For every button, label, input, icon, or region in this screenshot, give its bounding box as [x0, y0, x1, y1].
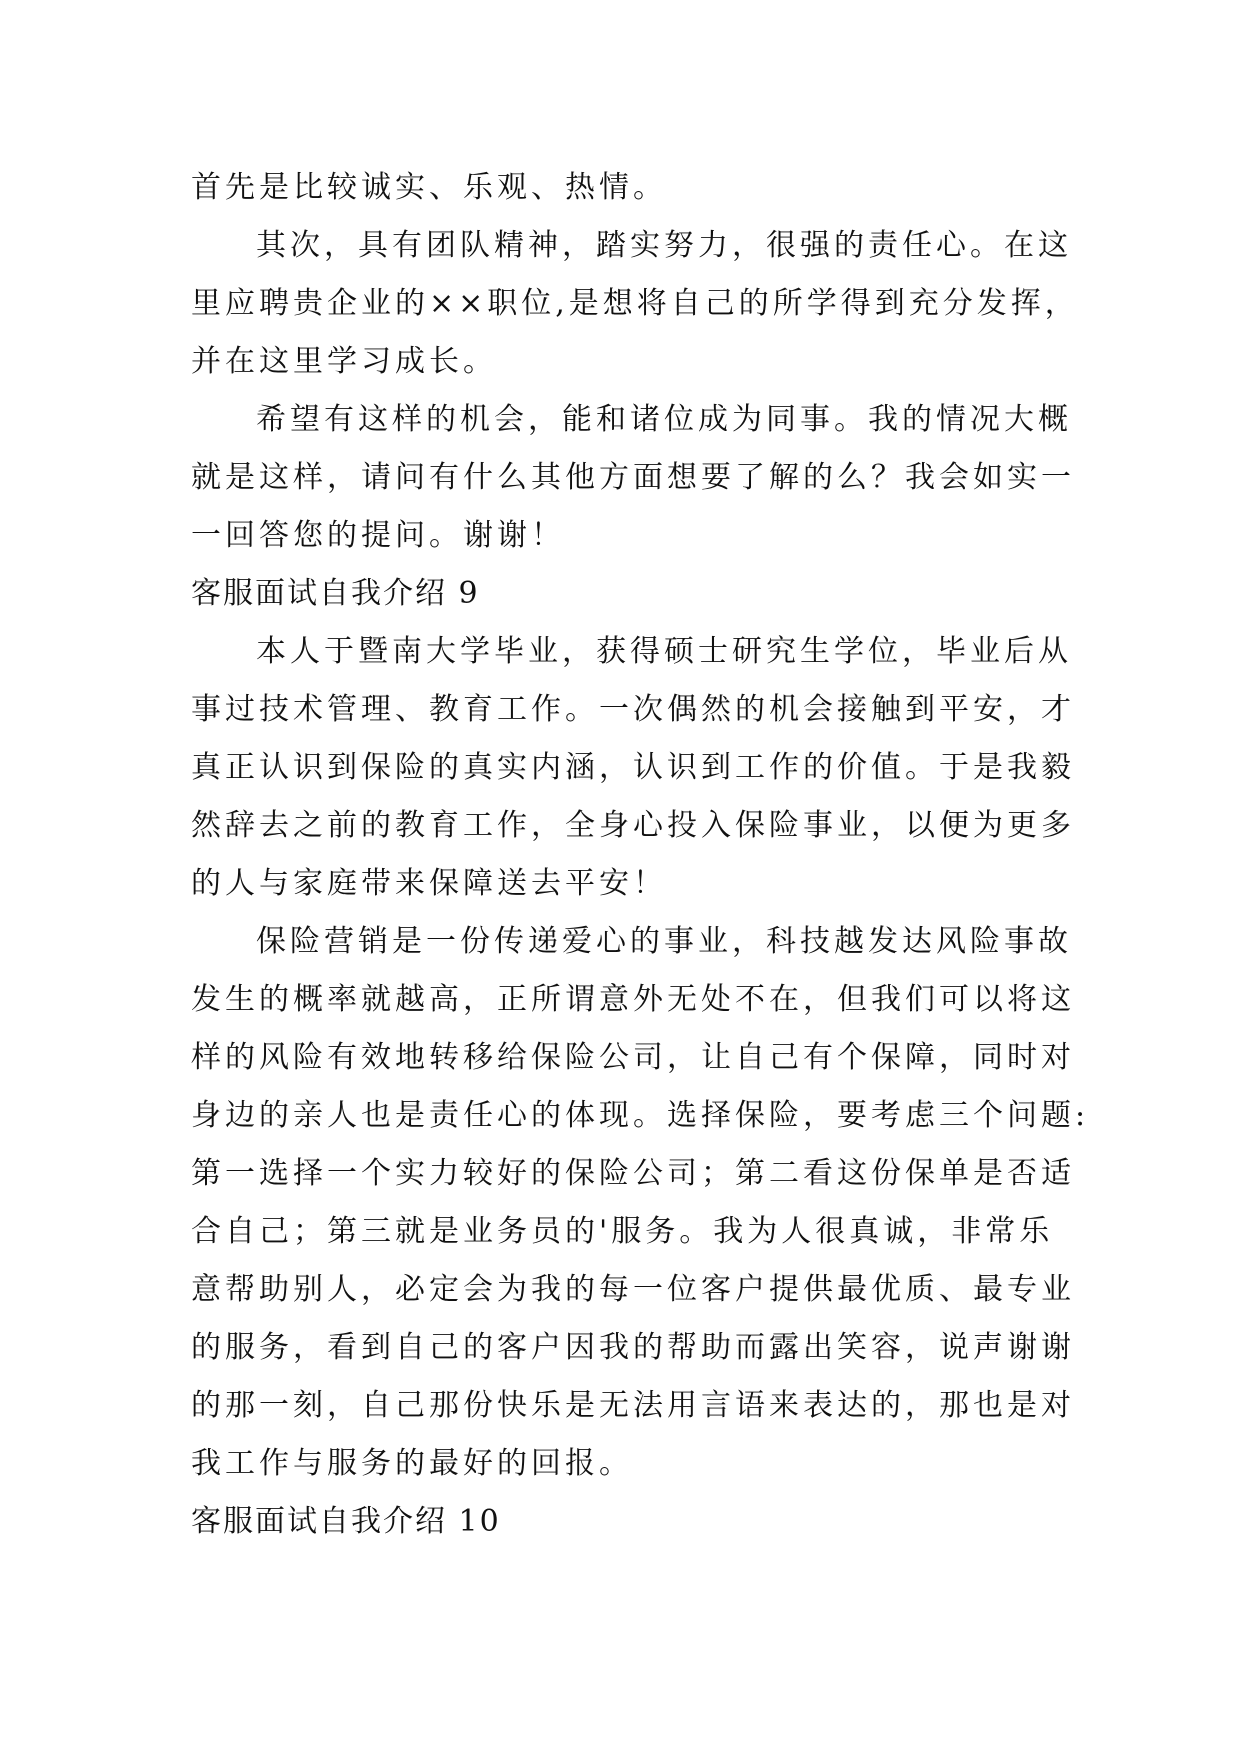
paragraph-line: 的人与家庭带来保障送去平安！ [191, 866, 667, 901]
paragraph-line: 合自己；第三就是业务员的'服务。我为人很真诚，非常乐 [191, 1214, 1054, 1249]
paragraph-line: 里应聘贵企业的××职位,是想将自己的所学得到充分发挥， [191, 286, 1079, 321]
paragraph-line: 身边的亲人也是责任心的体现。选择保险，要考虑三个问题: [191, 1098, 1090, 1133]
paragraph-line: 的那一刻，自己那份快乐是无法用言语来表达的，那也是对 [191, 1388, 1075, 1423]
paragraph-line: 我工作与服务的最好的回报。 [191, 1446, 633, 1481]
paragraph-line: 意帮助别人，必定会为我的每一位客户提供最优质、最专业 [191, 1272, 1075, 1307]
paragraph-line: 真正认识到保险的真实内涵，认识到工作的价值。于是我毅 [191, 750, 1075, 785]
paragraph-line: 发生的概率就越高，正所谓意外无处不在，但我们可以将这 [191, 982, 1075, 1017]
paragraph-line: 其次，具有团队精神，踏实努力，很强的责任心。在这 [256, 228, 1072, 263]
paragraph-line: 样的风险有效地转移给保险公司，让自己有个保障，同时对 [191, 1040, 1075, 1075]
paragraph-line: 一回答您的提问。谢谢！ [191, 518, 565, 553]
paragraph-line: 然辞去之前的教育工作，全身心投入保险事业，以便为更多 [191, 808, 1075, 843]
section-heading: 客服面试自我介绍 10 [191, 1504, 501, 1539]
paragraph-line: 并在这里学习成长。 [191, 344, 497, 379]
section-heading: 客服面试自我介绍 9 [191, 576, 480, 611]
paragraph-line: 保险营销是一份传递爱心的事业，科技越发达风险事故 [256, 924, 1072, 959]
paragraph-line: 就是这样，请问有什么其他方面想要了解的么？我会如实一 [191, 460, 1075, 495]
paragraph-line: 首先是比较诚实、乐观、热情。 [191, 170, 667, 205]
paragraph-line: 本人于暨南大学毕业，获得硕士研究生学位，毕业后从 [256, 634, 1072, 669]
paragraph-line: 第一选择一个实力较好的保险公司；第二看这份保单是否适 [191, 1156, 1075, 1191]
paragraph-line: 希望有这样的机会，能和诸位成为同事。我的情况大概 [256, 402, 1072, 437]
paragraph-line: 事过技术管理、教育工作。一次偶然的机会接触到平安，才 [191, 692, 1075, 727]
paragraph-line: 的服务，看到自己的客户因我的帮助而露出笑容，说声谢谢 [191, 1330, 1075, 1365]
